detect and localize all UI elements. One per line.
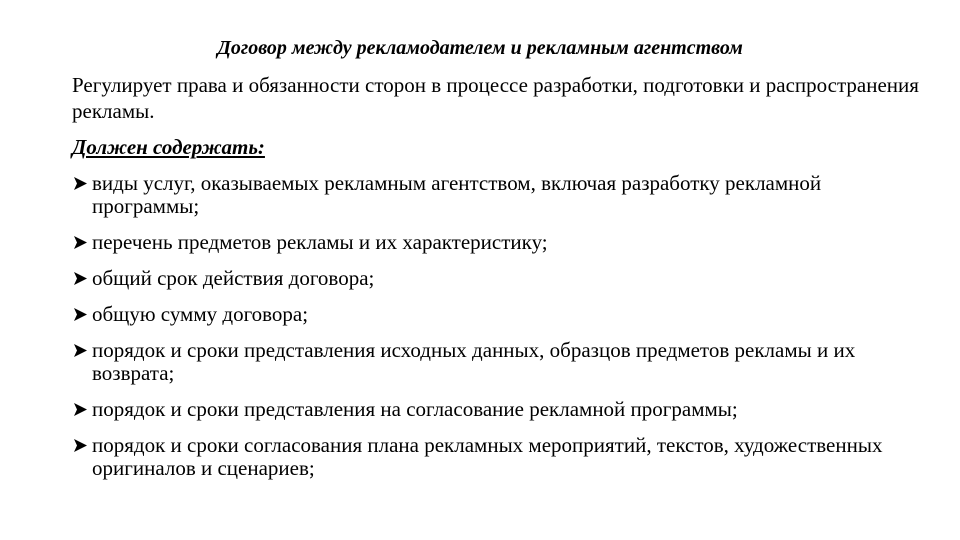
arrowhead-bullet-icon [72, 267, 90, 290]
requirements-list [72, 172, 932, 493]
list-item [72, 398, 932, 421]
list-item-text: перечень предметов рекламы и их характеристику; [92, 230, 548, 254]
list-item-text: порядок и сроки представления исходных данных, образцов предметов рекламы и их возврата; [92, 338, 856, 385]
arrowhead-bullet-icon [72, 339, 90, 362]
list-item-text: общую сумму договора; [92, 302, 309, 326]
list-item-text: порядок и сроки согласования плана рекламных мероприятий, текстов, художественных оригиналов и сценариев; [92, 433, 883, 480]
list-item-text: общий срок действия договора; [92, 266, 375, 290]
arrowhead-bullet-icon [72, 303, 90, 326]
section-heading: Должен содержать: [72, 135, 265, 159]
list-item-text: порядок и сроки представления на согласование рекламной программы; [92, 397, 738, 421]
list-item [72, 231, 932, 254]
intro-paragraph: Регулирует права и обязанности сторон в процессе разработки, подготовки и распространения рекламы. [72, 73, 919, 123]
arrowhead-bullet-icon [72, 398, 90, 421]
list-item [72, 434, 932, 480]
list-item-text: виды услуг, оказываемых рекламным агентством, включая разработку рекламной программы; [92, 171, 822, 218]
arrowhead-bullet-icon [72, 434, 90, 457]
arrowhead-bullet-icon [72, 172, 90, 195]
list-item [72, 172, 932, 218]
list-item [72, 267, 932, 290]
list-item [72, 339, 932, 385]
list-item [72, 303, 932, 326]
slide-title: Договор между рекламодателем и рекламным агентством [217, 37, 743, 59]
arrowhead-bullet-icon [72, 231, 90, 254]
